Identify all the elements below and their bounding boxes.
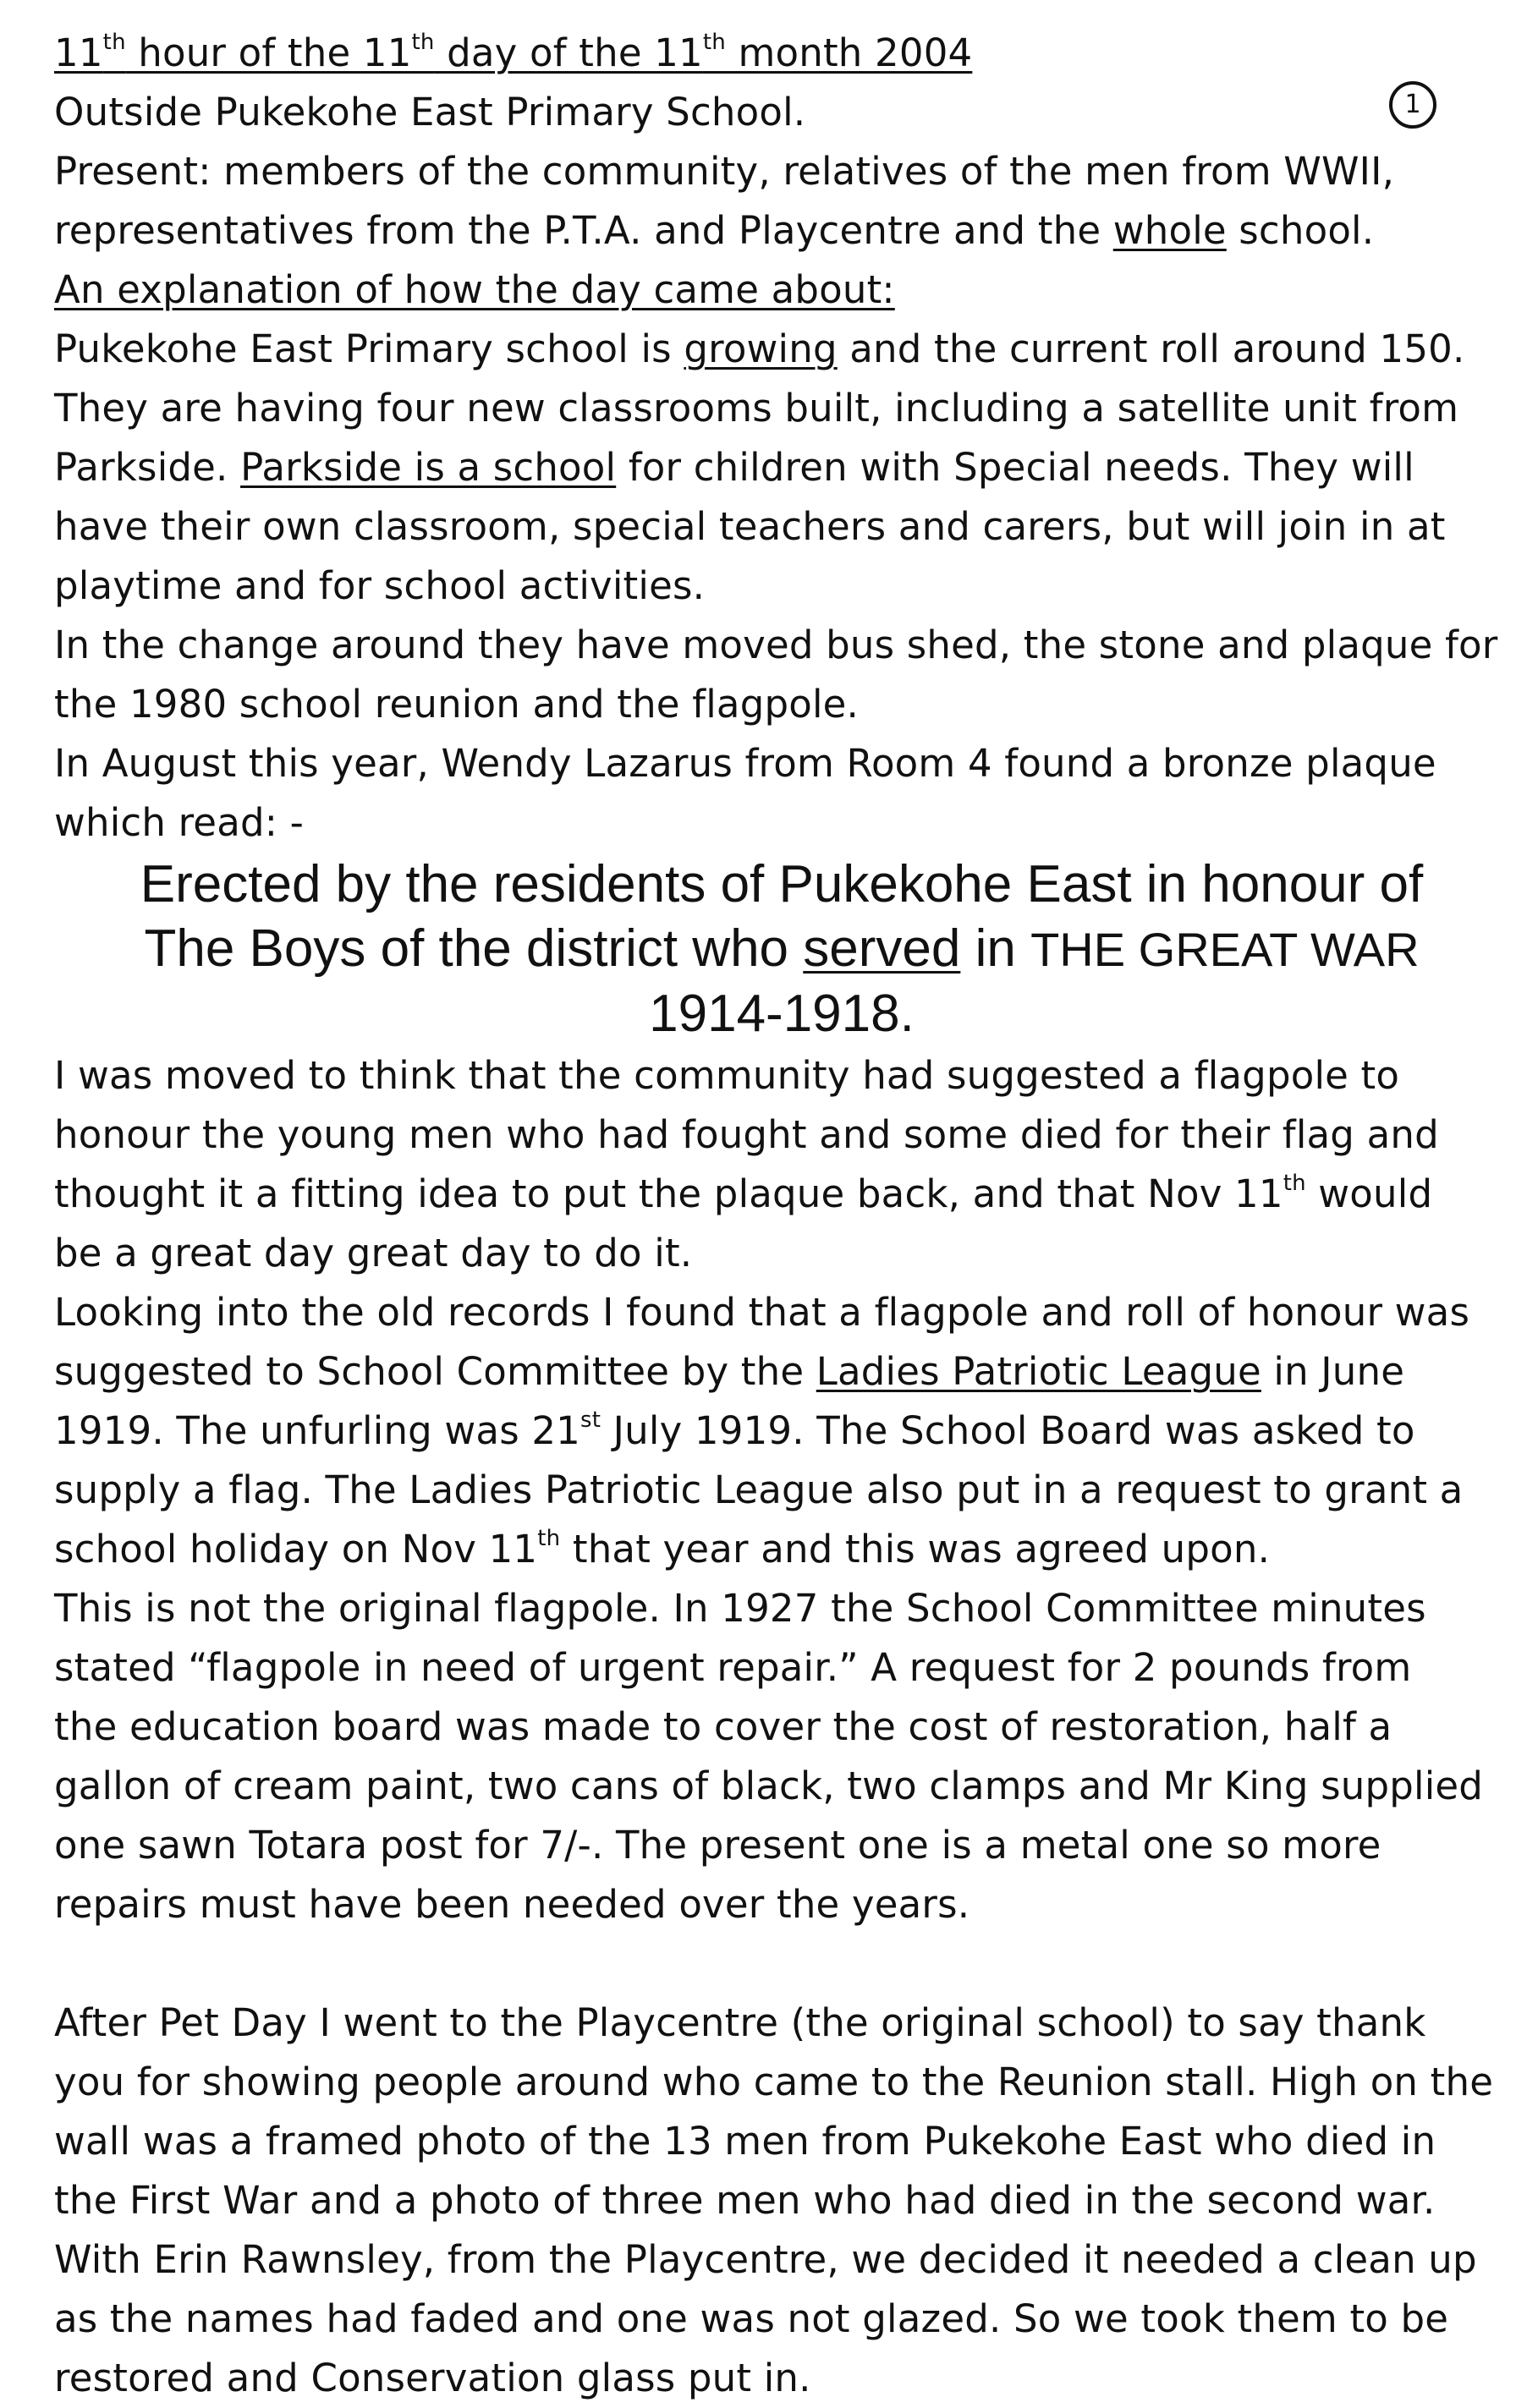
- paragraph-change-around: In the change around they have moved bus shed, the stone and plaque for the 1980 school reunion and the flagpole.: [54, 623, 1498, 727]
- location-line: Outside Pukekohe East Primary School.: [54, 90, 806, 134]
- paragraph-school-growth: Pukekohe East Primary school is growing and the current roll around 150. They are having four new classrooms built, including a satellite unit from Parkside. Parkside is a school for children with Special needs. They will have their own classroom, special teachers and carers, but will join in at playtime and for school activities.: [54, 326, 1465, 608]
- paragraph-gap: [54, 1934, 1509, 1994]
- plaque-inscription: Erected by the residents of Pukekohe East in honour of The Boys of the district who served in THE GREAT WAR 1914-1918.: [140, 855, 1424, 1043]
- document-page: [54, 24, 1509, 2408]
- page-number-mark: 1: [1389, 81, 1436, 129]
- explanation-heading: An explanation of how the day came about:: [54, 267, 895, 312]
- paragraph-old-records: Looking into the old records I found that a flagpole and roll of honour was suggested to School Committee by the Ladies Patriotic League in June 1919. The unfurling was 21st July 1919. The School Board was asked to supply a flag. The Ladies Patriotic League also put in a request to grant a school holiday on Nov 11th that year and this was agreed upon.: [54, 1290, 1470, 1572]
- present-line-2: representatives from the P.T.A. and Playcentre and the whole school.: [54, 208, 1375, 253]
- date-heading: 11th hour of the 11th day of the 11th month 2004: [54, 30, 973, 75]
- paragraph-flagpole-repair: This is not the original flagpole. In 1927 the School Committee minutes stated “flagpole in need of urgent repair.” A request for 2 pounds from the education board was made to cover the cost of restoration, half a gallon of cream paint, two cans of black, two clamps and Mr King supplied one sawn Totara post for 7/-. The present one is a metal one so more repairs must have been needed over the years.: [54, 1586, 1484, 1927]
- paragraph-playcentre: After Pet Day I went to the Playcentre (the original school) to say thank you for showing people around who came to the Reunion stall. High on the wall was a framed photo of the 13 men from Pukekohe East who died in the First War and a photo of three men who had died in the second war. With Erin Rawnsley, from the Playcentre, we decided it needed a clean up as the names had faded and one was not glazed. So we took them to be restored and Conservation glass put in.: [54, 2000, 1494, 2400]
- paragraph-moved: I was moved to think that the community had suggested a flagpole to honour the young men who had fought and some died for their flag and thought it a fitting idea to put the plaque back, and that Nov 11th would be a great day great day to do it.: [54, 1053, 1439, 1275]
- paragraph-plaque-found: In August this year, Wendy Lazarus from Room 4 found a bronze plaque which read: -: [54, 741, 1436, 845]
- present-line-1: Present: members of the community, relatives of the men from WWII,: [54, 149, 1395, 194]
